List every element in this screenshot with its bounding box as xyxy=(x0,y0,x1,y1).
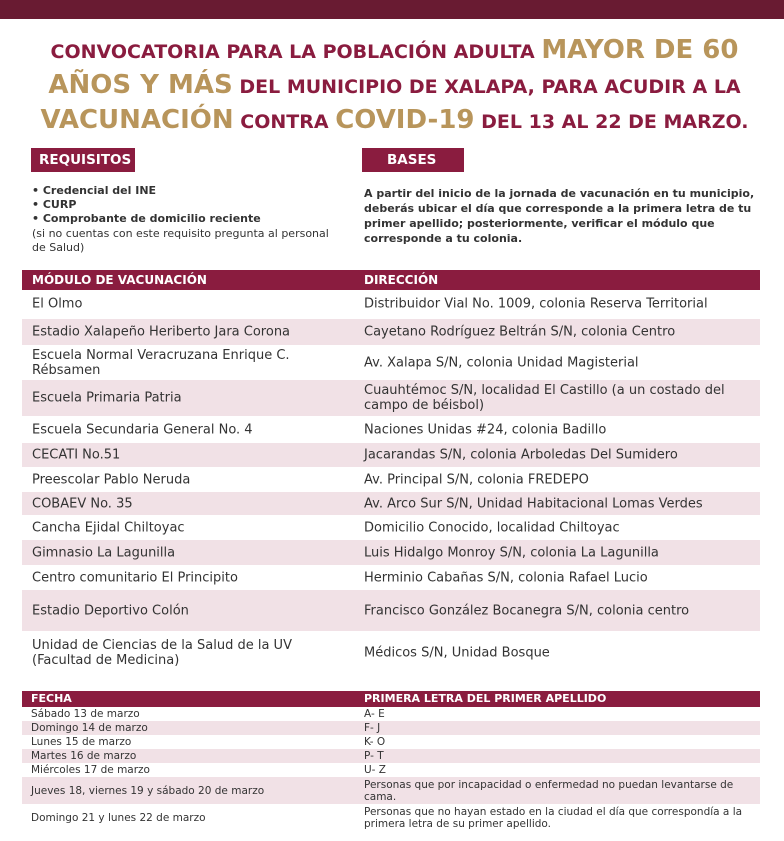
table-row xyxy=(22,566,760,590)
direccion-cell: Herminio Cabañas S/N, colonia Rafael Lucio xyxy=(364,570,648,585)
title-highlight: AÑOS Y MÁS xyxy=(48,70,233,100)
column-header: DIRECCIÓN xyxy=(364,273,439,287)
fecha-cell: Miércoles 17 de marzo xyxy=(31,764,150,776)
letra-cell: Personas que no hayan estado en la ciudad el día que correspondía a la primera letra de su primer apellido. xyxy=(364,805,743,830)
requisitos-list xyxy=(32,184,332,255)
title-highlight: COVID-19 xyxy=(335,105,475,135)
table-row xyxy=(22,319,760,346)
fechas-table-header xyxy=(22,691,760,707)
fecha-cell: Domingo 14 de marzo xyxy=(31,722,148,734)
modulo-cell: El Olmo xyxy=(32,296,83,312)
table-row xyxy=(22,540,760,566)
modulo-cell: Centro comunitario El Principito xyxy=(32,570,238,585)
letra-cell: U- Z xyxy=(364,764,387,776)
fecha-cell: Domingo 21 y lunes 22 de marzo xyxy=(31,811,206,824)
table-row xyxy=(22,735,760,749)
letra-cell: A- E xyxy=(364,708,385,720)
letra-cell: F- J xyxy=(364,722,381,734)
direccion-cell: Jacarandas S/N, colonia Arboledas Del Sumidero xyxy=(364,447,678,463)
title-part: CONVOCATORIA PARA LA POBLACIÓN ADULTA xyxy=(50,41,542,63)
direccion-cell: Cayetano Rodríguez Beltrán S/N, colonia Centro xyxy=(364,324,676,340)
table-row xyxy=(22,443,760,468)
modulo-cell: Unidad de Ciencias de la Salud de la UV (Facultad de Medicina) xyxy=(32,637,292,668)
table-row xyxy=(22,721,760,735)
modulo-cell: CECATI No.51 xyxy=(32,447,121,463)
requisito-item: • Comprobante de domicilio reciente xyxy=(32,212,261,226)
direccion-cell: Distribuidor Vial No. 1009, colonia Reserva Territorial xyxy=(364,296,708,312)
title-part: DEL MUNICIPIO DE XALAPA, PARA ACUDIR A LA xyxy=(232,76,741,98)
direccion-cell: Cuauhtémoc S/N, localidad El Castillo (a un costado del campo de béisbol) xyxy=(364,383,725,413)
table-row xyxy=(22,346,760,380)
modulos-table-header xyxy=(22,270,760,290)
table-row xyxy=(22,749,760,763)
modulos-table xyxy=(22,270,760,674)
direccion-cell: Naciones Unidas #24, colonia Badillo xyxy=(364,422,607,437)
requisito-note: (si no cuentas con este requisito pregunta al personal de Salud) xyxy=(32,226,329,254)
top-banner-bar xyxy=(0,0,784,19)
letra-cell: Personas que por incapacidad o enfermedad no puedan levantarse de cama. xyxy=(364,778,734,803)
fechas-table xyxy=(22,691,760,831)
column-header: MÓDULO DE VACUNACIÓN xyxy=(32,273,207,287)
table-row xyxy=(22,417,760,443)
fecha-cell: Jueves 18, viernes 19 y sábado 20 de marzo xyxy=(31,784,265,797)
table-row xyxy=(22,468,760,492)
bases-heading: BASES xyxy=(362,148,464,172)
letra-cell: P- T xyxy=(364,750,384,762)
table-row xyxy=(22,516,760,540)
page-title xyxy=(22,34,767,139)
table-row xyxy=(22,290,760,319)
modulo-cell: Escuela Primaria Patria xyxy=(32,390,182,406)
modulo-cell: Escuela Normal Veracruzana Enrique C. Rébsamen xyxy=(32,347,290,378)
direccion-cell: Médicos S/N, Unidad Bosque xyxy=(364,645,550,660)
modulo-cell: Estadio Deportivo Colón xyxy=(32,603,189,618)
table-row xyxy=(22,380,760,417)
direccion-cell: Av. Principal S/N, colonia FREDEPO xyxy=(364,472,589,487)
table-row xyxy=(22,492,760,516)
column-header: FECHA xyxy=(31,692,72,705)
title-part: DEL 13 AL 22 DE MARZO. xyxy=(474,111,749,133)
column-header: PRIMERA LETRA DEL PRIMER APELLIDO xyxy=(364,692,607,705)
requisitos-heading: REQUISITOS xyxy=(31,148,135,172)
modulo-cell: Estadio Xalapeño Heriberto Jara Corona xyxy=(32,324,291,340)
letra-cell: K- O xyxy=(364,736,386,748)
fecha-cell: Martes 16 de marzo xyxy=(31,750,137,762)
modulo-cell: Cancha Ejidal Chiltoyac xyxy=(32,520,185,535)
requisito-item: • Credencial del INE xyxy=(32,184,157,197)
table-row xyxy=(22,777,760,804)
requisito-item: • CURP xyxy=(32,198,77,212)
title-part: CONTRA xyxy=(233,111,336,133)
fecha-cell: Sábado 13 de marzo xyxy=(31,708,140,720)
direccion-cell: Domicilio Conocido, localidad Chiltoyac xyxy=(364,520,620,535)
bases-text: A partir del inicio de la jornada de vacunación en tu municipio, deberás ubicar el día que corresponde a la primera letra de tu primer apellido; posteriormente, verificar el módulo que corresponde a tu colonia. xyxy=(364,187,755,245)
modulo-cell: Escuela Secundaria General No. 4 xyxy=(32,422,253,437)
table-row xyxy=(22,707,760,721)
fecha-cell: Lunes 15 de marzo xyxy=(31,736,132,748)
modulo-cell: Gimnasio La Lagunilla xyxy=(32,545,176,560)
title-highlight: VACUNACIÓN xyxy=(40,105,234,135)
table-row xyxy=(22,590,760,632)
direccion-cell: Luis Hidalgo Monroy S/N, colonia La Lagunilla xyxy=(364,545,659,560)
table-row xyxy=(22,632,760,674)
modulo-cell: Preescolar Pablo Neruda xyxy=(32,472,191,487)
table-row xyxy=(22,804,760,831)
direccion-cell: Av. Xalapa S/N, colonia Unidad Magisterial xyxy=(364,355,639,370)
modulo-cell: COBAEV No. 35 xyxy=(32,496,133,511)
direccion-cell: Av. Arco Sur S/N, Unidad Habitacional Lomas Verdes xyxy=(364,496,703,511)
table-row xyxy=(22,763,760,777)
title-highlight: MAYOR DE 60 xyxy=(541,35,739,65)
direccion-cell: Francisco González Bocanegra S/N, colonia centro xyxy=(364,603,690,618)
